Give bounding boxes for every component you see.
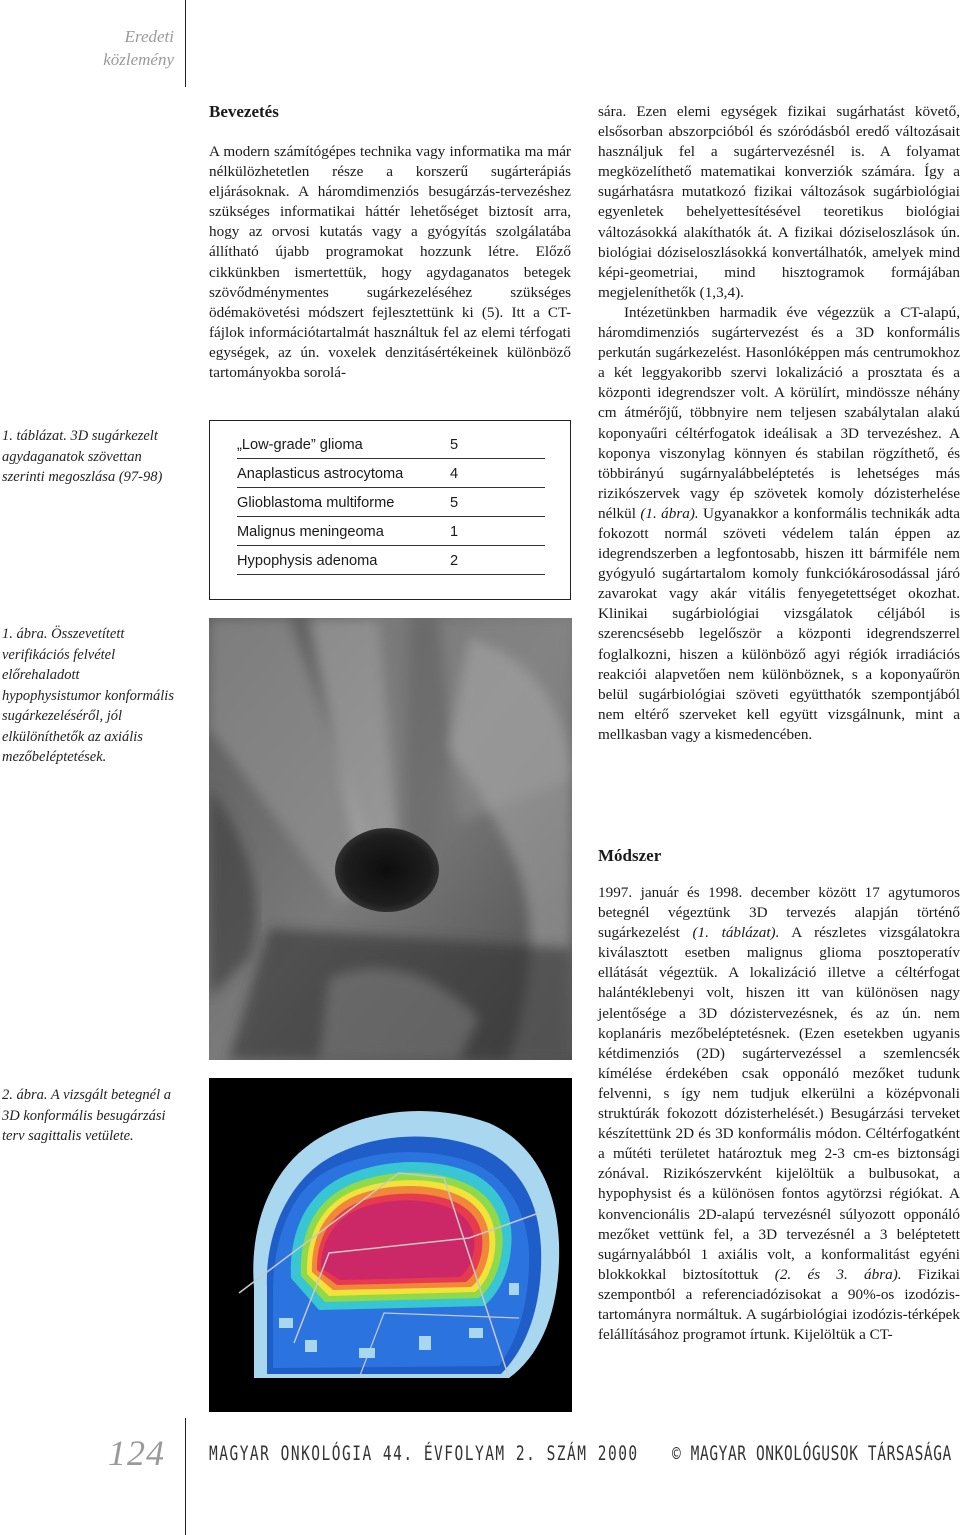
paragraph-institute — [598, 303, 960, 745]
left-rule-top — [185, 0, 186, 87]
paragraph-institute-part2: Ugyanakkor a konformális technikák adta fokozott normál szöveti védelem talán éppen az idegrendszerben a legfontosabb, hiszen itt bármiféle nem gyógyuló sugártartalom komoly funkciókárosodással járó zavarokat vagy akár vitális fenyegetettséget okozhat. Klinikai sugárbiológiai vizsgálatok céljából is szerencsésebb legelőször a központi idegrendszerrel foglalkozni, hiszen a különböző agyi régiók irradiációs reakciói alapvetően nem különböznek, s a koponyaűrön belül sugárbiológiai szöveti együtthatók szempontjából nem eltérő szerveket kell együtt vizsgálnunk, mint a mellkasban vagy a kismedencében. — [598, 504, 960, 743]
table-row-value: 4 — [450, 466, 459, 482]
table-row-value: 5 — [450, 495, 459, 511]
page-number: 124 — [108, 1433, 165, 1473]
table1-reference: (1. táblázat). — [692, 924, 780, 942]
copyright-footer: © MAGYAR ONKOLÓGUSOK TÁRSASÁGA — [672, 1444, 952, 1466]
intro-paragraph: A modern számítógépes technika vagy informatika ma már nélkülözhetetlen része a korszerű sugárterápiás eljárásoknak. A háromdimenziós besugárzás-tervezéshez szükséges informatikai háttér lehetőséget biztosít arra, hogy az orvosi kutatás vagy a gyógyítás szolgálatába állítható újabb programokat hozzunk létre. Előző cikkünkben ismertettük, hogy agydaganatos betegek szövődménymentes sugárkezeléséhez szükséges ödémakövetési módszert fejlesztettünk ki (5). Itt a CT-fájlok információtartalmát használtuk fel az elemi térfogati egységek, az ún. voxelek denzitásértékeinek különböző tartományokba sorolá- — [209, 143, 571, 382]
fig2-caption: 2. ábra. A vizsgált betegnél a 3D konformális besugárzási terv sagittalis vetülete. — [2, 1087, 172, 1144]
dose-plan-graphic — [209, 1078, 572, 1412]
figure1-reference: (1. ábra). — [640, 504, 699, 522]
table-row-label: Anaplasticus astrocytoma — [237, 466, 404, 482]
table1-caption: 1. táblázat. 3D sugárkezelt agydaganatok szövettan szerinti megoszlása (97-98) — [2, 428, 163, 485]
methods-heading: Módszer — [598, 846, 662, 865]
figure2-3-reference: (2. és 3. ábra). — [774, 1265, 902, 1283]
table-row-label: Glioblastoma multiforme — [237, 495, 395, 511]
table-row-label: Hypophysis adenoma — [237, 553, 378, 569]
table-row-value: 2 — [450, 553, 459, 569]
methods-paragraph — [598, 883, 960, 1345]
table-row-value: 1 — [450, 524, 459, 540]
intro-text — [209, 142, 571, 383]
table-row — [237, 545, 545, 575]
right-column-top — [598, 102, 960, 745]
xray-verification-image — [209, 618, 572, 1060]
table1 — [209, 420, 571, 600]
left-rule-bottom — [185, 1418, 186, 1535]
methods-part2: A részletes vizsgálatokra kiválasztott esetben malignus glioma posztoperatív ellátását végeztük. A lokalizáció illetve a céltérfogat halántéklebenyi volt, hiszen itt van különösen nagy jelentősége a 3D dózistervezésnek, és az ún. nem koplanáris mezőbeléptetésnek. (Ezen esetekben ugyanis kétdimenziós (2D) sugártervezéssel a szemlencsék kímélése érdekében csak opponáló mezőket tudunk felvenni, s így nem tudjuk elkerülni a középvonali struktúrák fokozott dózisterhelését.) Besugárzási terveket készítettünk 2D és 3D konformális módon. Céltérfogatként a műtéti területet határoztuk meg 2-3 cm-es biztonsági zónával. Rizikószervként kijelöltük a bulbusokat, a hypophysist és a különösen fontos agytörzsi régiókat. A konvencionális 2D-alapú tervezésnél súlyozott opponáló mezőket vettünk fel, a 3D tervezésnél a 3 beléptetett sugárnyalábból 1 axiális volt, a konformalitást egyéni blokkokkal biztosítottuk — [598, 924, 960, 1283]
table-row — [237, 429, 545, 459]
table-row-label: „Low-grade” glioma — [237, 437, 363, 453]
methods-part3: Fizikai szempontból a referenciadózisokat a 90%-os izodózis-tartományra normáltuk. A sugárbiológiai izodózis-térképek felállításához programot írtunk. Kijelöltük a CT- — [598, 1265, 960, 1344]
intro-heading: Bevezetés — [209, 102, 279, 121]
table-row-value: 5 — [450, 437, 459, 453]
xray-graphic — [209, 618, 572, 1060]
paragraph-institute-part1: Intézetünkben harmadik éve végezzük a CT-alapú, háromdimenziós sugártervezést és a 3D konformális perkután sugárkezelést. Hasonlóképpen más centrumokhoz a két leggyakoribb szervi lokalizáció a prosztata és a központi idegrendszer volt. A körülírt, mindössze néhány cm átmérőjű, többnyire nem teljesen szabálytalan alakú koponyaűri céltérfogatok ideálisak a 3D tervezéshez. A koponya viszonylag könnyen és stabilan rögzíthető, és többirányú sugárnyalábbeléptetés is lehetséges más rizikószervek vagy ép szövetek komoly dózisterhelése nélkül — [598, 303, 960, 522]
methods-part1: 1997. január és 1998. december között 17 agytumoros betegnél végeztünk 3D tervezés alapján történő sugárkezelést — [598, 884, 960, 942]
table-row — [237, 516, 545, 546]
table-row — [237, 458, 545, 488]
table-row-label: Malignus meningeoma — [237, 524, 384, 540]
section-label: Eredeti közlemény — [103, 27, 174, 69]
right-column-methods — [598, 883, 960, 1345]
dose-plan-image — [209, 1078, 572, 1412]
fig1-caption: 1. ábra. Összevetített verifikációs felvétel előrehaladott hypophysistumor konformális sugárkezeléséről, jól elkülöníthetők az axiális mezőbeléptetések. — [2, 626, 174, 765]
paragraph-continued: sára. Ezen elemi egységek fizikai sugárhatást követő, elsősorban abszorpcióból és szóródásból eredő változásait használjuk fel a sugártervezésnél is. A folyamat megközelíthető matematikai konverziók számára. Így a sugárhatásra mutatkozó fizikai változások sugárbiológiai egyenletek behelyettesítésével teoretikus biológiai változásokká alakíthatók át. A fizikai dóziseloszlások ún. biológiai dóziseloszlásokká konvertálhatók, amelyek mind képi-geometriai, mind hisztogramok formájában megjeleníthetők (1,3,4). — [598, 103, 960, 301]
table-row — [237, 487, 545, 517]
journal-footer: MAGYAR ONKOLÓGIA 44. ÉVFOLYAM 2. SZÁM 2000 — [209, 1444, 639, 1466]
